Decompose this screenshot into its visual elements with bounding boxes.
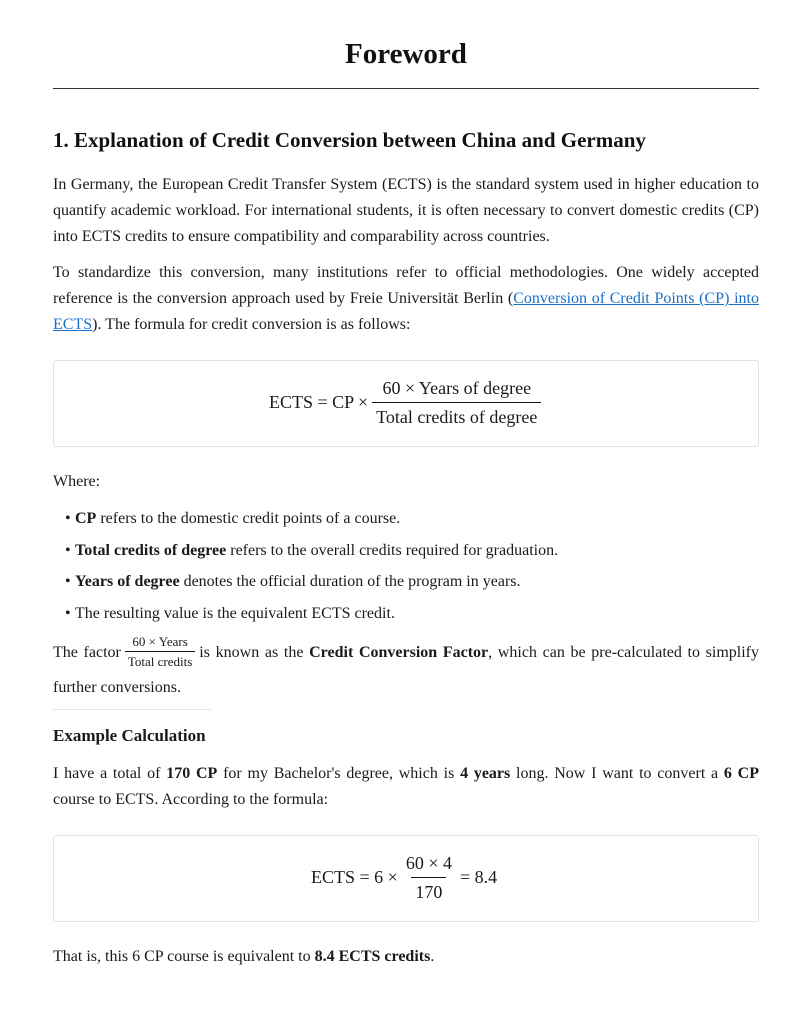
example-text: course to ECTS. According to the formula:	[53, 791, 329, 808]
example-formula-box	[53, 835, 759, 922]
factor-denominator: Total credits	[125, 651, 195, 670]
term-description: refers to the overall credits required for graduation.	[226, 541, 559, 559]
method-text-start: To standardize this conversion, many institutions refer to official methodologies. One widely accepted reference is the conversion approach used by Freie Universität Berlin (	[53, 264, 759, 307]
factor-text-end: , which can be pre-calculated to simplify	[488, 644, 760, 662]
page-title: Foreword	[345, 38, 467, 70]
factor-paragraph-continued: further conversions.	[53, 679, 181, 696]
title-divider	[53, 88, 759, 89]
years-value: 4 years	[460, 765, 511, 782]
example-formula-result: = 8.4	[459, 867, 498, 887]
list-item: • The resulting value is the equivalent ECTS credit.	[65, 604, 395, 622]
definition-list	[65, 506, 558, 632]
formula-box	[53, 360, 759, 447]
where-label: Where:	[53, 473, 101, 490]
example-text: for my Bachelor's degree, which is	[217, 765, 461, 782]
method-paragraph	[53, 260, 759, 338]
example-heading: Example Calculation	[53, 726, 206, 745]
section-divider	[53, 709, 211, 710]
example-formula-denominator: 170	[411, 877, 446, 903]
factor-term: Credit Conversion Factor	[309, 644, 489, 662]
factor-text-start: The factor	[53, 644, 121, 662]
factor-paragraph	[53, 635, 759, 672]
example-formula	[311, 852, 497, 903]
section-heading: 1. Explanation of Credit Conversion between China and Germany	[53, 128, 646, 152]
example-formula-numerator: 60 × 4	[405, 853, 452, 873]
conclusion-text: .	[430, 948, 435, 965]
formula-lhs: ECTS = CP ×	[269, 392, 369, 412]
example-formula-lhs: ECTS = 6 ×	[311, 867, 398, 887]
example-text: long. Now I want to convert a	[510, 765, 724, 782]
conversion-formula	[269, 377, 545, 428]
term-description: refers to the domestic credit points of a course.	[96, 510, 401, 527]
formula-numerator: 60 × Years of degree	[382, 378, 532, 398]
formula-fraction	[372, 377, 541, 428]
term-description: denotes the official duration of the program in years.	[179, 573, 521, 590]
list-item: • Years of degree denotes the official duration of the program in years.	[65, 573, 521, 590]
list-item: • Total credits of degree refers to the overall credits required for graduation.	[65, 541, 559, 559]
example-formula-fraction	[402, 852, 456, 903]
formula-denominator: Total credits of degree	[372, 402, 541, 428]
term: Total credits of degree	[75, 541, 227, 559]
term: CP	[75, 510, 97, 527]
intro-paragraph: In Germany, the European Credit Transfer System (ECTS) is the standard system used in higher education to quantify academic workload. For international students, it is often necessary to convert domestic credits (CP) into ECTS credits to ensure compatibility and comparability across countries.	[53, 176, 759, 245]
ects-result: 8.4 ECTS credits	[314, 948, 431, 965]
factor-fraction	[125, 633, 195, 670]
term: Years of degree	[75, 573, 180, 590]
example-paragraph	[53, 761, 759, 813]
term-description: The resulting value is the equivalent ECTS credit.	[75, 604, 395, 622]
course-cp-value: 6 CP	[723, 765, 759, 782]
method-text-end: ). The formula for credit conversion is as follows:	[92, 316, 411, 333]
total-cp-value: 170 CP	[166, 765, 218, 782]
conclusion-text: That is, this 6 CP course is equivalent to	[53, 948, 315, 965]
conclusion-paragraph	[53, 944, 759, 970]
factor-text-mid: is known as the	[199, 644, 304, 662]
factor-numerator: 60 × Years	[132, 634, 188, 649]
example-text: I have a total of	[53, 765, 167, 782]
fu-berlin-conversion-link[interactable]: Conversion of Credit Points (CP) into ECTS	[53, 290, 759, 333]
list-item: • CP refers to the domestic credit points of a course.	[65, 510, 401, 527]
